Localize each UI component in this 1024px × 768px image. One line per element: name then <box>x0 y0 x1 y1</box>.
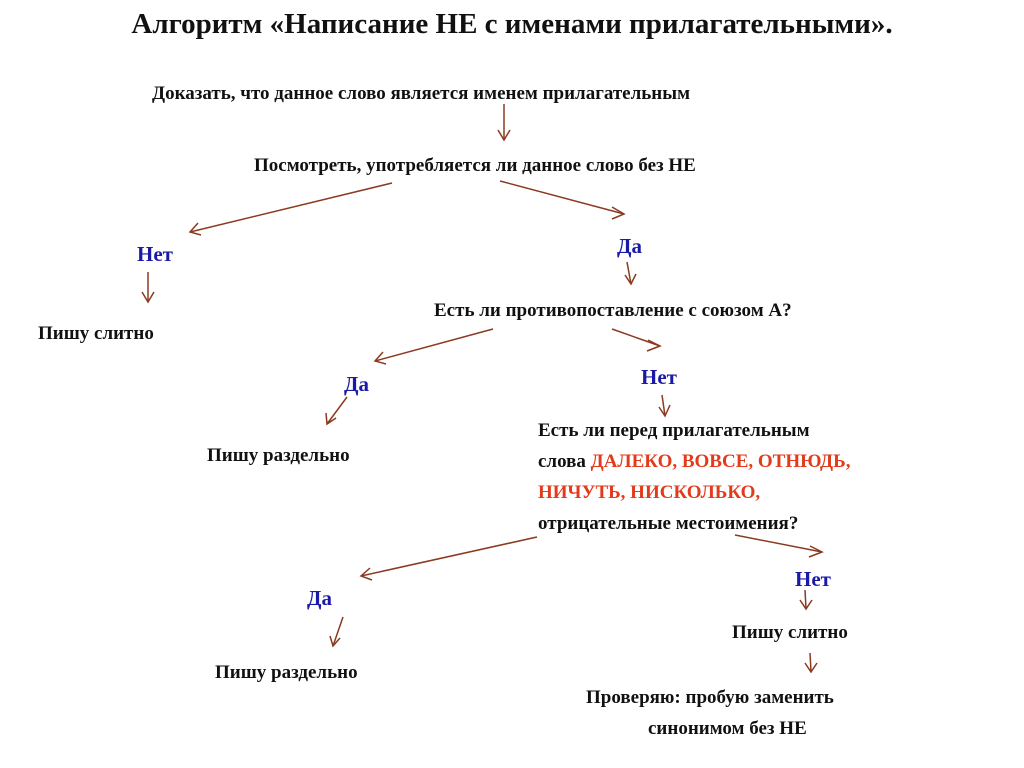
answer-no-3: Нет <box>795 567 831 591</box>
arrow-words-to-no <box>735 535 822 557</box>
arrow-no-to-together-2 <box>800 590 812 609</box>
result-write-together-2: Пишу слитно <box>732 622 848 643</box>
verify-line-1: Проверяю: пробую заменить <box>586 687 834 708</box>
words-question-line1: Есть ли перед прилагательным <box>538 420 810 441</box>
result-write-separately-1: Пишу раздельно <box>207 445 350 466</box>
diagram-title: Алгоритм «Написание НЕ с именами прилагательными». <box>131 8 893 40</box>
answer-yes-2: Да <box>344 372 369 396</box>
highlight-words-2: НИЧУТЬ, НИСКОЛЬКО, <box>538 482 761 503</box>
answer-no-1: Нет <box>137 242 173 266</box>
arrow-check-to-yes <box>500 181 624 219</box>
answer-yes-3: Да <box>307 586 332 610</box>
step-prove-adjective: Доказать, что данное слово является именем прилагательным <box>152 83 691 104</box>
result-write-separately-2: Пишу раздельно <box>215 662 358 683</box>
arrow-contrast-to-no <box>612 329 660 351</box>
arrow-no-to-words <box>659 395 670 416</box>
arrow-yes-to-separately-2 <box>330 617 343 646</box>
step-contrast-question: Есть ли противопоставление с союзом А? <box>434 300 792 321</box>
arrow-contrast-to-yes <box>375 329 493 364</box>
words-question-prefix: слова <box>538 451 586 472</box>
arrow-words-to-yes <box>361 537 537 580</box>
arrow-check-to-no <box>190 183 392 235</box>
arrow-prove-to-check <box>498 104 510 140</box>
answer-no-2: Нет <box>641 365 677 389</box>
arrow-yes-to-separately <box>326 397 347 424</box>
answer-yes-1: Да <box>617 234 642 258</box>
words-question-line4: отрицательные местоимения? <box>538 513 799 534</box>
arrow-no-to-together <box>142 272 154 302</box>
highlight-words-1: ДАЛЕКО, ВОВСЕ, ОТНЮДЬ, <box>590 451 851 472</box>
arrow-together-to-verify <box>805 653 817 672</box>
verify-line-2: синонимом без НЕ <box>648 718 807 739</box>
result-write-together-1: Пишу слитно <box>38 323 154 344</box>
arrow-yes-to-contrast <box>625 262 636 284</box>
step-check-without-ne: Посмотреть, употребляется ли данное слово без НЕ <box>254 155 696 176</box>
